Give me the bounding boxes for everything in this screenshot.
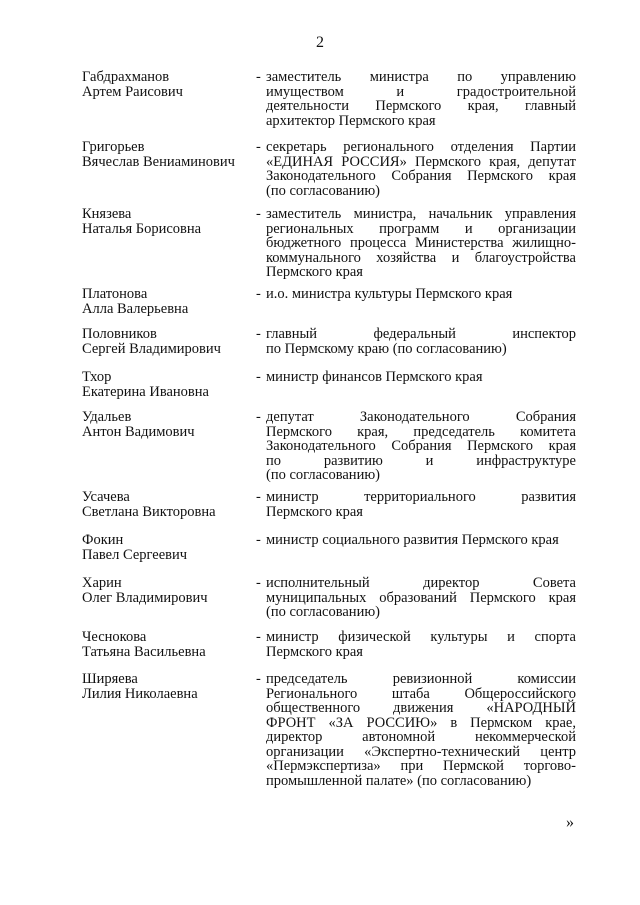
position-line: коммунального хозяйства и благоустройства (266, 249, 576, 266)
position-line: общественного движения «НАРОДНЫЙ (266, 700, 576, 716)
page-number: 2 (316, 34, 324, 51)
member-position (266, 207, 576, 280)
position-line: организации «Экспертно-технический центр (266, 743, 576, 760)
position-line: заместитель министра, начальник управления (266, 206, 576, 222)
member-surname: Платонова (82, 286, 148, 302)
member-name (82, 70, 257, 100)
position-line: министр территориального развития (266, 489, 576, 505)
position-line: муниципальных образований Пермского края (266, 589, 576, 606)
position-line: региональных программ и организации (266, 220, 576, 237)
position-line: и.о. министра культуры Пермского края (266, 286, 513, 302)
member-given-names: Антон Вадимович (82, 424, 195, 440)
position-line: депутат Законодательного Собрания (266, 409, 576, 425)
member-surname: Габдрахманов (82, 69, 170, 85)
member-position (266, 490, 576, 519)
position-line: «Пермэкспертиза» при Пермской торгово- (266, 758, 576, 774)
member-name (82, 140, 257, 170)
position-line: по развитию и инфраструктуре (266, 452, 576, 469)
member-position (266, 533, 576, 548)
position-line: имуществом и градостроительной (266, 83, 576, 100)
member-name (82, 287, 257, 317)
member-surname: Ширяева (82, 671, 138, 687)
member-name (82, 207, 257, 237)
position-line: секретарь регионального отделения Партии (266, 139, 576, 155)
member-surname: Чеснокова (82, 629, 147, 645)
member-given-names: Татьяна Васильевна (82, 644, 206, 660)
position-line: Законодательного Собрания Пермского края (266, 438, 576, 454)
position-line: «ЕДИНАЯ РОССИЯ» Пермского края, депутат (266, 153, 576, 170)
member-name (82, 576, 257, 606)
member-given-names: Светлана Викторовна (82, 504, 216, 520)
position-line: заместитель министра по управлению (266, 69, 576, 85)
position-line: Пермского края (266, 264, 363, 280)
position-line: директор автономной некоммерческой (266, 729, 576, 745)
member-surname: Фокин (82, 532, 124, 548)
dash-separator: - (256, 575, 261, 591)
member-given-names: Наталья Борисовна (82, 221, 202, 237)
position-line: главный федеральный инспектор (266, 326, 576, 342)
position-line: деятельности Пермского края, главный (266, 98, 576, 114)
member-surname: Князева (82, 206, 132, 222)
position-line: (по согласованию) (266, 467, 380, 483)
member-surname: Харин (82, 575, 122, 591)
position-line: исполнительный директор Совета (266, 575, 576, 591)
dash-separator: - (256, 326, 261, 342)
member-name (82, 630, 257, 660)
position-line: (по согласованию) (266, 604, 380, 620)
position-line: (по согласованию) (266, 182, 380, 199)
position-line: Пермского края (266, 643, 363, 660)
member-name (82, 370, 257, 400)
dash-separator: - (256, 409, 261, 425)
continuation-mark: » (566, 814, 574, 831)
member-surname: Григорьев (82, 139, 145, 155)
member-given-names: Олег Владимирович (82, 590, 208, 606)
dash-separator: - (256, 139, 261, 155)
member-surname: Удальев (82, 409, 132, 425)
member-given-names: Артем Раисович (82, 84, 183, 100)
position-line: промышленной палате» (по согласованию) (266, 772, 532, 789)
member-name (82, 490, 257, 520)
member-given-names: Алла Валерьевна (82, 301, 189, 317)
member-given-names: Екатерина Ивановна (82, 384, 209, 400)
dash-separator: - (256, 671, 261, 687)
dash-separator: - (256, 369, 261, 385)
member-name (82, 410, 257, 440)
dash-separator: - (256, 489, 261, 505)
position-line: председатель ревизионной комиссии (266, 671, 576, 687)
dash-separator: - (256, 206, 261, 222)
member-position (266, 672, 576, 788)
member-position (266, 576, 576, 620)
member-surname: Усачева (82, 489, 130, 505)
member-given-names: Сергей Владимирович (82, 341, 221, 357)
member-given-names: Вячеслав Вениаминович (82, 154, 235, 170)
member-position (266, 287, 576, 302)
member-position (266, 410, 576, 483)
position-line: Законодательного Собрания Пермского края (266, 168, 576, 184)
position-line: ФРОНТ «ЗА РОССИЮ» в Пермском крае, (266, 714, 576, 731)
dash-separator: - (256, 286, 261, 302)
dash-separator: - (256, 532, 261, 548)
position-line: архитектор Пермского края (266, 112, 436, 129)
position-line: Пермского края (266, 503, 363, 520)
position-line: министр финансов Пермского края (266, 369, 483, 385)
member-position (266, 70, 576, 128)
member-given-names: Павел Сергеевич (82, 547, 188, 563)
dash-separator: - (256, 629, 261, 645)
member-position (266, 140, 576, 198)
member-name (82, 327, 257, 357)
member-position (266, 370, 576, 385)
position-line: по Пермскому краю (по согласованию) (266, 340, 507, 357)
position-line: Пермского края, председатель комитета (266, 423, 576, 440)
member-name (82, 533, 257, 563)
member-position (266, 630, 576, 659)
position-line: бюджетного процесса Министерства жилищно- (266, 235, 576, 251)
position-line: министр социального развития Пермского края (266, 532, 559, 548)
member-surname: Тхор (82, 369, 112, 385)
position-line: Регионального штаба Общероссийского (266, 685, 576, 702)
dash-separator: - (256, 69, 261, 85)
member-given-names: Лилия Николаевна (82, 686, 198, 702)
member-surname: Половников (82, 326, 157, 342)
member-position (266, 327, 576, 356)
member-name (82, 672, 257, 702)
position-line: министр физической культуры и спорта (266, 629, 576, 645)
